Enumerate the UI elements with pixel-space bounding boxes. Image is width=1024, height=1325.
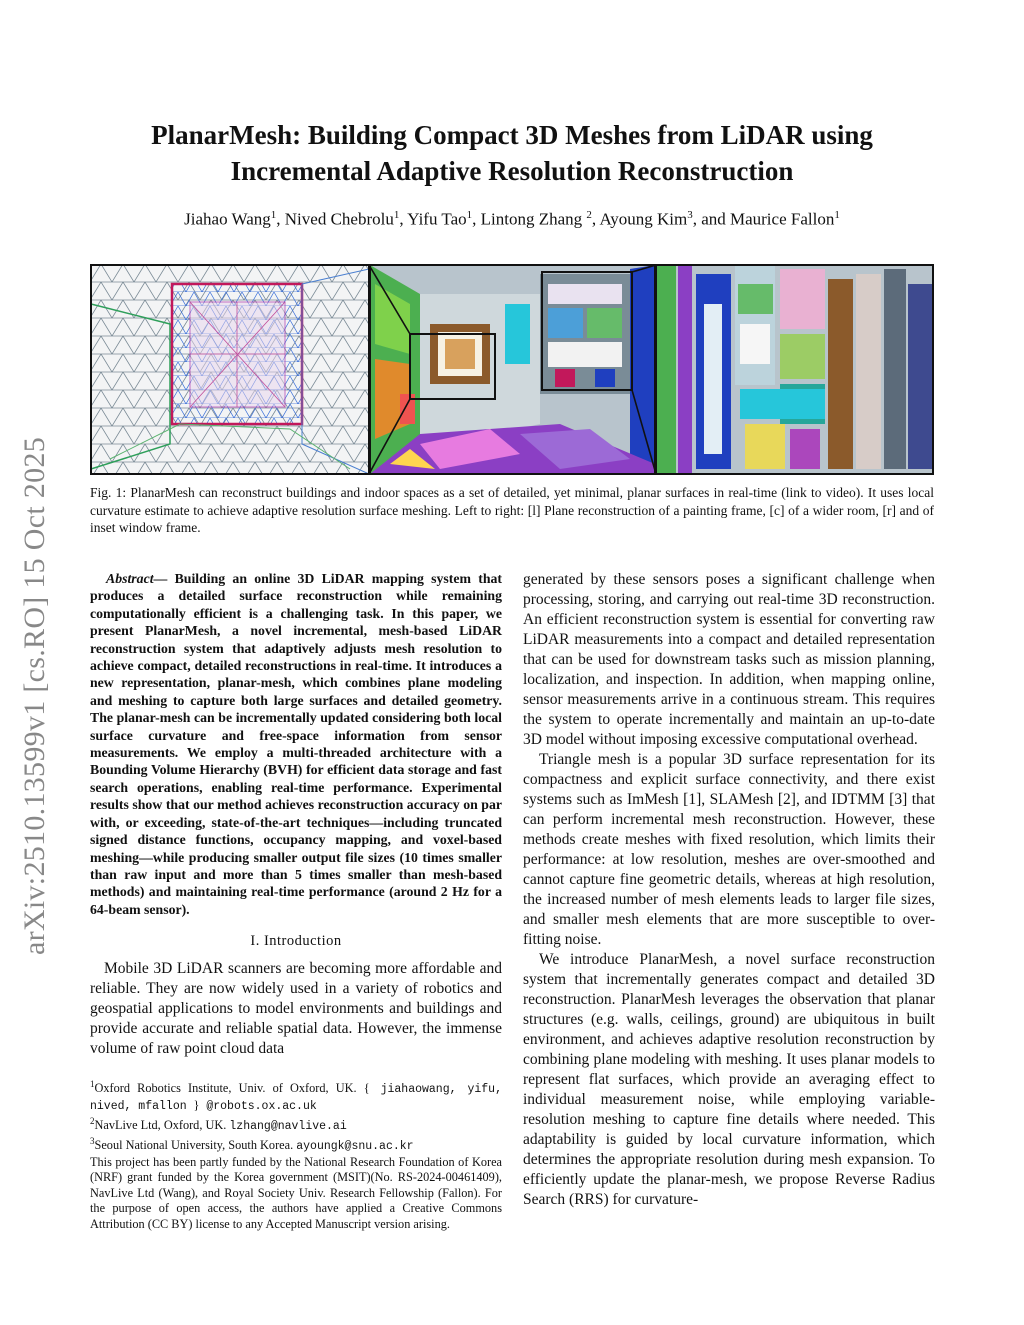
paragraph-continued: generated by these sensors poses a significant challenge when processing, storing, and carrying out real-time 3D reconstruction. An efficient reconstruction system is essential for converting raw LiDAR measurements into a compact and detailed representation that can be used for downstream tasks such as mission planning, localization, and inspection. In addition, when mapping online, sensor measurements arrive in a continuous stream. This requires the system to operate incrementally and maintain an up-to-date 3D model without imposing excessive computational overhead. — [523, 571, 935, 748]
introduction — [90, 959, 502, 1059]
figure-1 — [90, 264, 934, 476]
panel-left-wireframe — [91, 265, 369, 474]
author-affiliation: 3 — [687, 209, 693, 221]
email-link[interactable]: lzhang@navlive.ai — [229, 1120, 347, 1133]
footnote-3: $^3$Seoul National University, South Korea. ayoungk@snu.ac.kr — [90, 1136, 414, 1154]
author-name: Nived Chebrolu — [284, 209, 394, 229]
author-affiliation: 2 — [586, 209, 592, 221]
author-name: Ayoung Kim — [599, 209, 688, 229]
paper-title — [100, 117, 924, 189]
author-affiliation: 1 — [270, 209, 277, 221]
author-name: Yifu Tao — [407, 209, 467, 229]
author-affiliation: 1 — [834, 209, 840, 221]
arxiv-stamp: arXiv:2510.13599v1 [cs.RO] 15 Oct 2025 — [18, 436, 51, 955]
author-name: Jiahao Wang — [184, 209, 271, 229]
author-list: Jiahao Wang$^1$, Nived Chebrolu$^1$, Yifu Tao$^1$, Lintong Zhang $^2$, Ayoung Kim$^3$, and Maurice Fallon$^1$ — [184, 209, 840, 229]
panel-center-room — [370, 265, 655, 474]
panel-right-window — [656, 265, 933, 474]
author-name: Maurice Fallon — [729, 209, 835, 229]
figure-1-image — [90, 264, 934, 476]
author-name: Lintong Zhang — [480, 209, 587, 229]
author-affiliation: 1 — [393, 209, 400, 221]
email-link[interactable]: ayoungk@snu.ac.kr — [296, 1140, 414, 1154]
title-line-1: PlanarMesh: Building Compact 3D Meshes from LiDAR using — [151, 120, 873, 150]
footnote-1: $^1$Oxford Robotics Institute, Univ. of Oxford, UK. { jiahaowang, yifu, nived, mfallon } @robots.ox.ac.uk — [90, 1079, 502, 1113]
right-column — [523, 570, 935, 1210]
left-column — [90, 570, 502, 1059]
section-heading-introduction: I. Introduction — [250, 933, 342, 950]
title-line-2: Incremental Adaptive Resolution Reconstruction — [230, 156, 794, 186]
author-affiliation: 1 — [466, 209, 473, 221]
intro-paragraph: Mobile 3D LiDAR scanners are becoming more affordable and reliable. They are now widely used in a variety of robotics and geospatial applications to model environments and buildings and provide accurate and reliable spatial data. However, the immense volume of raw point cloud data — [90, 960, 502, 1058]
abstract — [90, 570, 502, 918]
footnotes — [90, 1077, 502, 1232]
abstract-label: Abstract — [106, 571, 154, 586]
funding-note: This project has been partly funded by the National Research Foundation of Korea (NRF) grant funded by the Korea government (MSIT)(No. RS-2024-00461409), NavLive Ltd (Wang), and Royal Society Univ. Research Fellowship (Fallon). For the purpose of open access, the authors have applied a Creative Commons Attribution (CC BY) license to any Accepted Manuscript version arising. — [90, 1154, 502, 1231]
footnote-2: $^2$NavLive Ltd, Oxford, UK. lzhang@navlive.ai — [90, 1115, 347, 1133]
paragraph: Triangle mesh is a popular 3D surface representation for its compactness and explicit surface connectivity, and there exist systems such as ImMesh [1], SLAMesh [2], and IDTMM [3] that can perform incremental mesh reconstruction. However, these methods create meshes with fixed resolution, which limits their performance: at low resolution, meshes are over-smoothed and cannot capture fine geometric details, whereas at high resolution, the increased number of mesh elements leads to larger file sizes, and smaller mesh elements that are more susceptible to over-fitting noise. — [523, 751, 935, 948]
abstract-text: — Building an online 3D LiDAR mapping system that produces a detailed surface reconstruction while remaining computationally efficient is a challenging task. In this paper, we present PlanarMesh, a novel incremental, mesh-based LiDAR reconstruction system that adaptively adjusts mesh resolution to achieve compact, detailed reconstructions in real-time. It introduces a new representation, planar-mesh, which combines plane modeling and meshing to capture both large surfaces and detailed geometry. The planar-mesh can be incrementally updated considering both local surface curvature and free-space information from sensor measurements. We employ a multi-threaded architecture with a Bounding Volume Hierarchy (BVH) for efficient data storage and fast search operations, enabling real-time performance. Experimental results show that our method achieves reconstruction accuracy on par with, or exceeding, state-of-the-art techniques—including truncated signed distance functions, occupancy mapping, and voxel-based meshing—while producing smaller output file sizes (10 times smaller than raw input and more than 5 times smaller than mesh-based methods) and maintaining real-time performance (around 2 Hz for a 64-beam sensor). — [90, 571, 502, 917]
paragraph: We introduce PlanarMesh, a novel surface reconstruction system that incrementally generates compact and detailed 3D reconstruction. PlanarMesh leverages the observation that planar structures (e.g. walls, ceilings, ground) are ubiquitous in built environment, and achieves adaptive resolution reconstruction by combining plane modeling with meshing. It uses planar models to represent flat surfaces, which provide an averaging effect to individual measurement noise, while employing variable-resolution meshing to capture fine details where needed. This adaptability is guided by local curvature information, which determines the appropriate resolution during mesh expansion. To efficiently update the planar-mesh, we propose Reverse Radius Search (RRS) for curvature- — [523, 951, 935, 1208]
figure-caption: Fig. 1: PlanarMesh can reconstruct buildings and indoor spaces as a set of detailed, yet minimal, planar surfaces in real-time (link to video). It uses local curvature estimate to achieve adaptive resolution surface meshing. Left to right: [l] Plane reconstruction of a painting frame, [c] of a wider room, [r] and of inset window frame. — [90, 485, 934, 535]
